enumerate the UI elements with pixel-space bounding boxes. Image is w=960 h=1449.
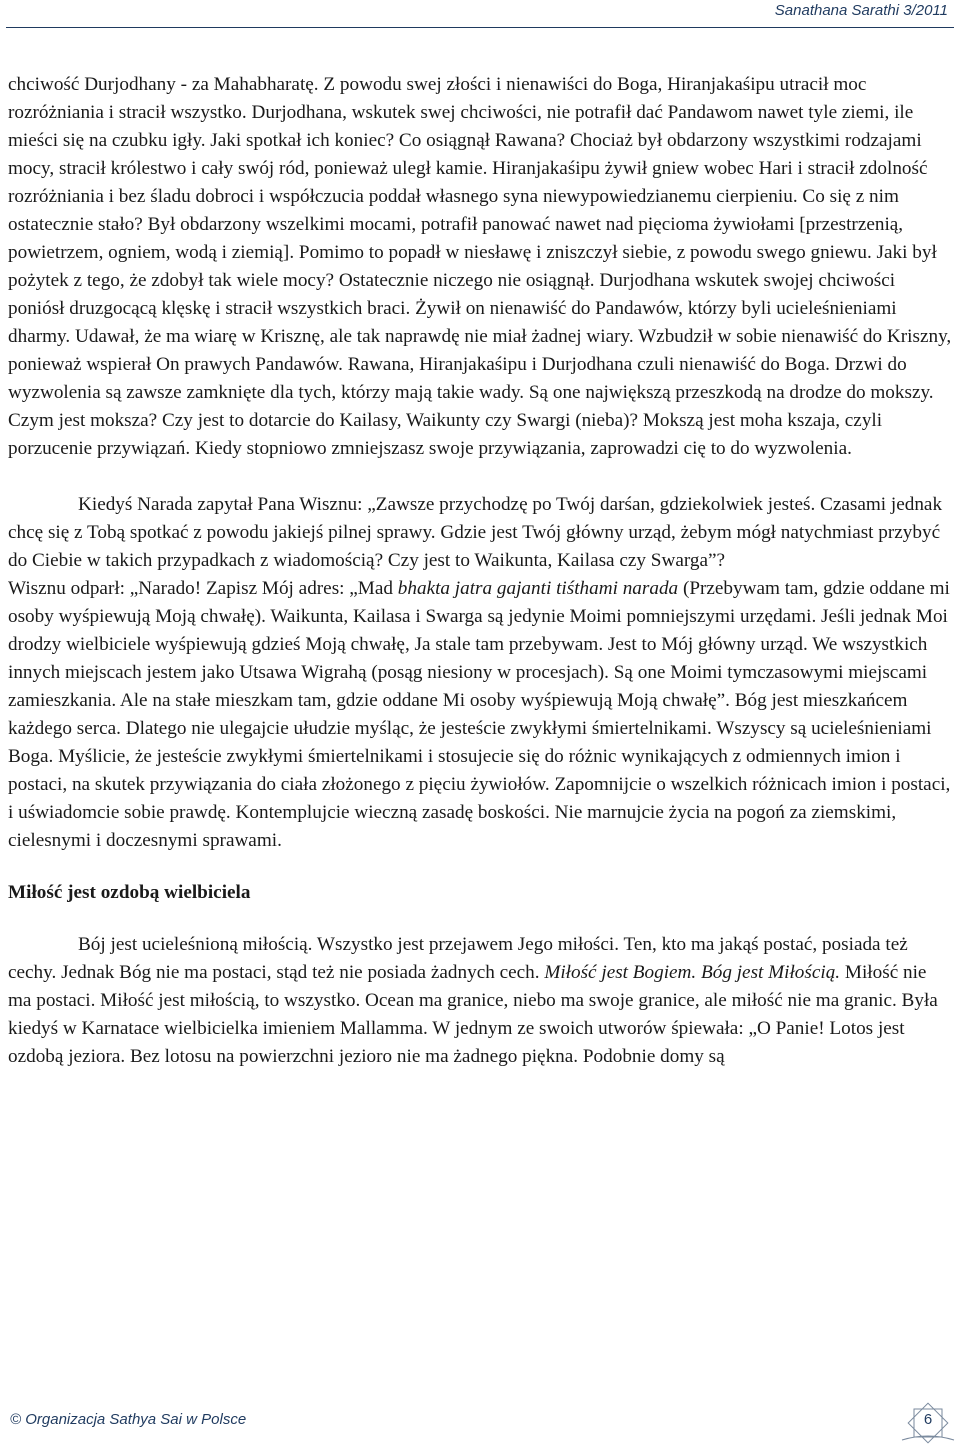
paragraph-spacer xyxy=(8,907,952,931)
paragraph-2b-italic: bhakta jatra gajanti tiśthami narada xyxy=(397,578,679,599)
paragraph-1: chciwość Durjodhany - za Mahabharatę. Z powodu swej złości i nienawiści do Boga, Hiranjakaśipu utracił moc rozróżniania i stracił wszystko. Durjodhana, wskutek swej chciwości, nie potrafił dać Pandawom nawet tyle ziemi, ile mieści się na czubku igły. Jaki spotkał ich koniec? Co osiągnął Rawana? Chociaż był obdarzony wszystkimi rodzajami mocy, stracił królestwo i cały swój ród, ponieważ uległ kamie. Hiranjakaśipu żywił gniew wobec Hari i stracił zdolność rozróżniania i bez śladu dobroci i współczucia poddał własnego syna niewypowiedzianemu cierpieniu. Co się z nim ostatecznie stało? Był obdarzony wszelkimi mocami, potrafił panować nawet nad pięcioma żywiołami [przestrzenią, powietrzem, ogniem, wodą i ziemią]. Pomimo to popadł w niesławę i zniszczył siebie, z powodu swego gniewu. Jaki był pożytek z tego, że zdobył tak wiele mocy? Ostatecznie niczego nie osiągnął. Durjodhana wskutek swojej chciwości poniósł druzgocącą klęskę i stracił wszystkich braci. Żywił on nienawiść do Pandawów, którzy byli ucieleśnieniami dharmy. Udawał, że ma wiarę w Krisznę, ale tak naprawdę nie miał żadnej wiary. Wzbudził w sobie nienawiść do Kriszny, ponieważ wspierał On prawych Pandawów. Rawana, Hiranjakaśipu i Durjodhana czuli nienawiść do Boga. Drzwi do wyzwolenia są zawsze zamknięte dla tych, którzy mają takie wady. Są one największą przeszkodą na drodze do mokszy. Czym jest moksza? Czy jest to dotarcie do Kailasy, Waikunty czy Swargi (nieba)? Mokszą jest moha kszaja, czyli porzucenie przywiązań. Kiedy stopniowo zmniejszasz swoje przywiązania, zaprowadzi cię to do wyzwolenia. xyxy=(8,74,952,459)
paragraph-3-italic: Miłość jest Bogiem. Bóg jest Miłością. xyxy=(544,962,841,983)
paragraph-spacer xyxy=(8,855,952,879)
section-heading: Miłość jest ozdobą wielbiciela xyxy=(8,882,251,903)
page-number-badge xyxy=(898,1402,958,1444)
page-header xyxy=(0,0,960,40)
paragraph-3-rest: Miłość nie ma postaci. Miłość jest miłością, to wszystko. Ocean ma granice, niebo ma swoje granice, ale miłość nie ma granic. Była kiedyś w Karnatace wielbicielka imieniem Mallamma. W jednym ze swoich utworów śpiewała: „O Panie! Lotos jest ozdobą jeziora. Bez lotosu na powierzchni jezioro nie ma żadnego piękna. Podobnie domy są xyxy=(8,962,938,1067)
paragraph-2b-lead: Wisznu odparł: „Narado! Zapisz Mój adres: „Mad xyxy=(8,578,398,599)
paragraph-spacer xyxy=(8,463,952,491)
page-footer xyxy=(0,1400,960,1446)
copyright-notice: © Organizacja Sathya Sai w Polsce xyxy=(10,1411,247,1428)
article-body xyxy=(8,71,952,1071)
paragraph-2b xyxy=(8,575,952,855)
paragraph-2a-text: Kiedyś Narada zapytał Pana Wisznu: „Zawsze przychodzę po Twój darśan, gdziekolwiek jesteś. Czasami jednak chcę się z Tobą spotkać z powodu jakiejś pilnej sprawy. Gdzie jest Twój główny urząd, żebym mógł natychmiast przybyć do Ciebie w takich przypadkach z wiadomością? Czy jest to Waikunta, Kailasa czy Swarga”? xyxy=(8,494,943,571)
paragraph-2b-rest: (Przebywam tam, gdzie oddane mi osoby wyśpiewują Moją chwałę). Waikunta, Kailasa i Swarga są jedynie Moimi pomniejszymi urzędami. Jeśli jednak Moi drodzy wielbiciele wyśpiewują gdzieś Moją chwałę, Ja stale tam przebywam. Jest to Mój główny urząd. We wszystkich innych miejscach jestem jako Utsawa Wigrahą (posąg niesiony w procesjach). Są one Moimi tymczasowymi miejscami zamieszkania. Ale na stałe mieszkam tam, gdzie oddane Mi osoby wyśpiewują Moją chwałę”. Bóg jest mieszkańcem każdego serca. Dlatego nie ulegajcie ułudzie myśląc, że jesteście zwykłymi śmiertelnikami. Wszyscy są ucieleśnieniami Boga. Myślicie, że jesteście zwykłymi śmiertelnikami i stosujecie się do różnic wynikających z odmiennych imion i postaci, na skutek przywiązania do ciała złożonego z pięciu żywiołów. Zapomnijcie o wszelkich różnicach imion i postaci, i uświadomcie sobie prawdę. Kontemplujcie wieczną zasadę boskości. Nie marnujcie życia na pogoń za ziemskimi, cielesnymi i doczesnymi sprawami. xyxy=(8,578,951,851)
publication-title: Sanathana Sarathi 3/2011 xyxy=(774,2,948,19)
paragraph-3 xyxy=(8,931,952,1071)
header-divider xyxy=(6,27,954,28)
paragraph-2a xyxy=(8,491,952,575)
paragraph-3-lead: Bój jest ucieleśnioną miłością. Wszystko jest przejawem Jego miłości. Ten, kto ma jakąś postać, posiada też cechy. Jednak Bóg nie ma postaci, stąd też nie posiada żadnych cech. xyxy=(8,934,908,983)
page-number: 6 xyxy=(923,1411,933,1428)
